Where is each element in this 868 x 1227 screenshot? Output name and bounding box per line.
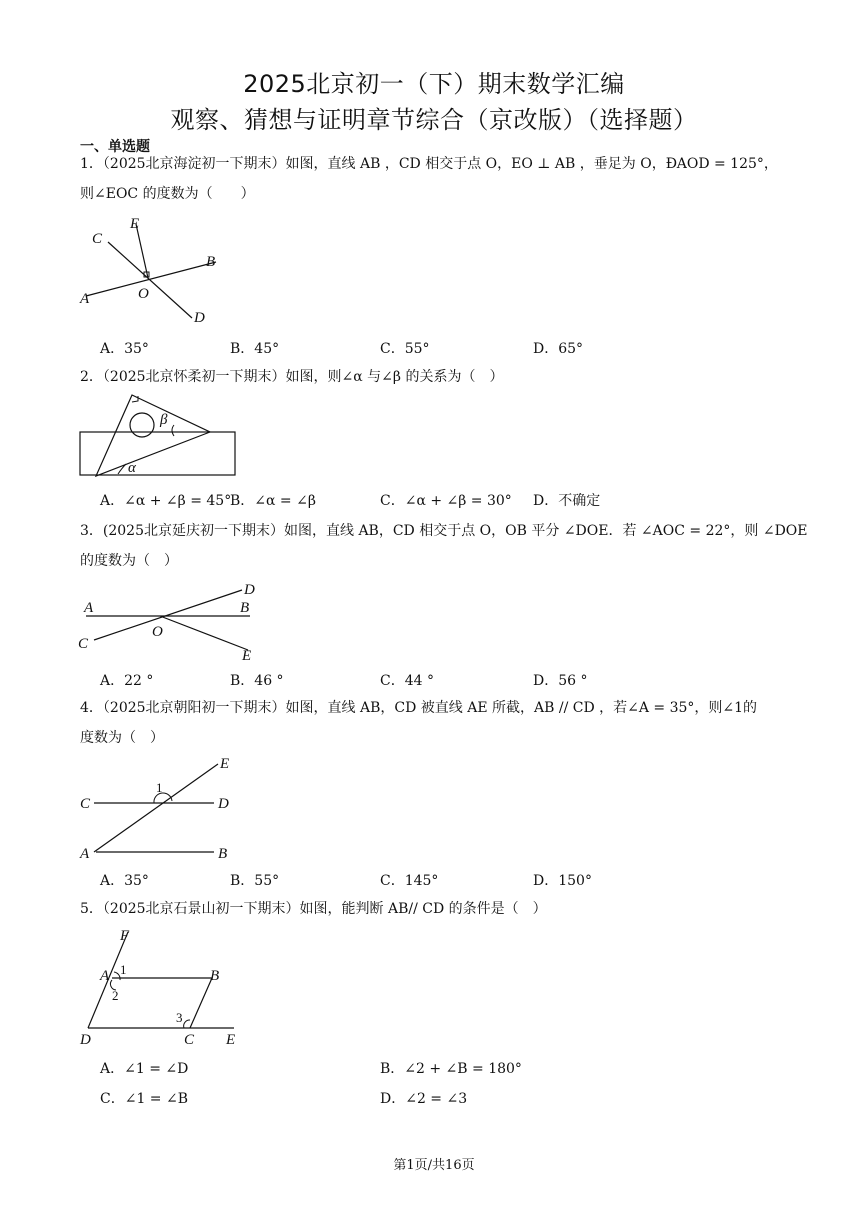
- question-4-option-a: A．35°: [100, 873, 149, 889]
- question-3-text: 3．(2025北京延庆初一下期末）如图，直线 AB，CD 相交于点 O，OB 平分 ∠DOE．若 ∠AOC = 22°，则 ∠DOE: [80, 523, 808, 539]
- figure-label: B: [240, 600, 250, 616]
- figure-label: O: [138, 286, 149, 302]
- page-title: 2025北京初一（下）期末数学汇编: [243, 70, 625, 98]
- question-4-option-d: D．150°: [533, 873, 592, 889]
- question-4-text-2: 度数为（ ）: [80, 730, 164, 746]
- figure-label: A: [80, 846, 90, 862]
- question-1-option-a: A．35°: [100, 341, 149, 357]
- figure-label: E: [242, 648, 252, 662]
- question-3-option-c: C．44 °: [380, 673, 434, 689]
- question-2-option-a: A．∠α + ∠β = 45°: [100, 493, 232, 509]
- figure-label: O: [152, 624, 163, 640]
- figure-label: A: [84, 600, 94, 616]
- question-4-option-b: B．55°: [230, 873, 280, 889]
- figure-label: B: [210, 968, 220, 984]
- figure-label: β: [160, 412, 168, 428]
- question-2-option-d: D．不确定: [533, 493, 601, 509]
- question-5-option-c: C．∠1 = ∠B: [100, 1091, 188, 1107]
- question-1-figure: [76, 210, 236, 326]
- figure-label: 2: [112, 988, 119, 1003]
- question-1-text: 1．（2025北京海淀初一下期末）如图，直线 AB ，CD 相交于点 O，EO ⊥ AB ，垂足为 O，ÐAOD = 125°，: [80, 156, 778, 172]
- figure-label: F: [120, 928, 130, 944]
- figure-label: E: [220, 756, 230, 772]
- figure-label: B: [206, 254, 216, 270]
- figure-label: B: [218, 846, 228, 862]
- figure-label: C: [184, 1032, 195, 1048]
- question-3-option-d: D．56 °: [533, 673, 588, 689]
- question-5-option-b: B．∠2 + ∠B = 180°: [380, 1061, 522, 1077]
- figure-label: A: [100, 968, 110, 984]
- figure-label: 3: [176, 1010, 183, 1025]
- question-1-option-c: C．55°: [380, 341, 430, 357]
- question-3-option-b: B．46 °: [230, 673, 284, 689]
- figure-label: 1: [120, 962, 127, 977]
- figure-label: E: [130, 216, 140, 232]
- figure-label: C: [78, 636, 89, 652]
- figure-label: D: [218, 796, 229, 812]
- question-3-option-a: A．22 °: [100, 673, 154, 689]
- question-4-figure: [76, 752, 246, 864]
- page-subtitle: 观察、猜想与证明章节综合（京改版）（选择题）: [170, 106, 698, 134]
- question-5-figure: [76, 924, 246, 1048]
- question-1-option-d: D．65°: [533, 341, 584, 357]
- figure-label: C: [92, 231, 103, 247]
- question-4-text: 4．（2025北京朝阳初一下期末）如图，直线 AB，CD 被直线 AE 所截，AB // CD ，若∠A = 35°，则∠1的: [80, 700, 758, 716]
- question-1-option-b: B．45°: [230, 341, 280, 357]
- page-number: 第1页/共16页: [393, 1158, 475, 1173]
- figure-label: α: [128, 460, 136, 476]
- figure-label: D: [194, 310, 205, 326]
- figure-label: 1: [156, 780, 163, 795]
- figure-label: A: [80, 291, 90, 307]
- figure-label: D: [244, 582, 255, 598]
- figure-label: C: [80, 796, 91, 812]
- question-5-option-d: D．∠2 = ∠3: [380, 1091, 468, 1107]
- question-4-option-c: C．145°: [380, 873, 439, 889]
- question-2-option-c: C．∠α + ∠β = 30°: [380, 493, 512, 509]
- question-2-option-b: B．∠α = ∠β: [230, 493, 316, 509]
- section-heading: 一、单选题: [80, 139, 150, 155]
- question-1-text-2: 则∠EOC 的度数为（ ）: [80, 186, 255, 202]
- question-2-text: 2．（2025北京怀柔初一下期末）如图，则∠α 与∠β 的关系为（ ）: [80, 369, 504, 385]
- question-3-figure: [76, 578, 266, 662]
- question-3-text-2: 的度数为（ ）: [80, 553, 178, 569]
- question-5-option-a: A．∠1 = ∠D: [100, 1061, 189, 1077]
- question-2-figure: [78, 392, 238, 478]
- question-5-text: 5．（2025北京石景山初一下期末）如图，能判断 AB// CD 的条件是（ ）: [80, 901, 547, 917]
- figure-label: D: [80, 1032, 91, 1048]
- figure-label: E: [226, 1032, 236, 1048]
